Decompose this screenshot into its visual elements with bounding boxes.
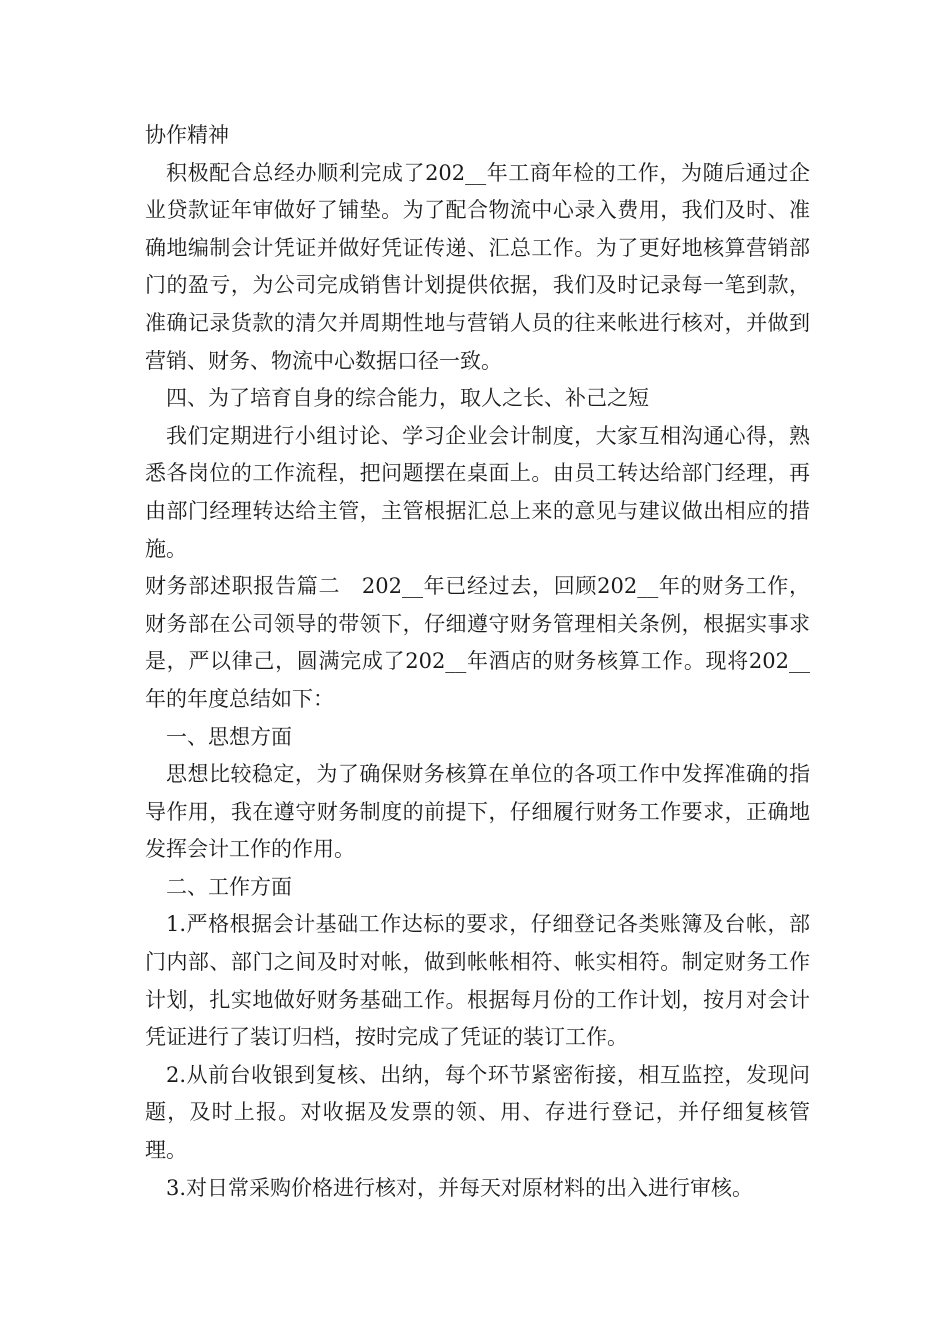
- section-heading-thought: 一、思想方面: [166, 724, 292, 749]
- paragraph-teamwork-body: 积极配合总经办顺利完成了202__年工商年检的工作，为随后通过企业贷款证年审做好了铺垫。为了配合物流中心录入费用，我们及时、准确地编制会计凭证并做好凭证传递、汇总工作。为了更好地核算营销部门的盈亏，为公司完成销售计划提供依据，我们及时记录每一笔到款，准确记录货款的清欠并周期性地与营销人员的往来帐进行核对，并做到营销、财务、物流中心数据口径一致。: [145, 160, 810, 373]
- document-body: [145, 117, 810, 1207]
- paragraph-work-item-1: 1.严格根据会计基础工作达标的要求，仔细登记各类账簿及台帐，部门内部、部门之间及时对帐，做到帐帐相符、帐实相符。制定财务工作计划，扎实地做好财务基础工作。根据每月份的工作计划，按月对会计凭证进行了装订归档，按时完成了凭证的装订工作。: [145, 912, 810, 1050]
- paragraph-report-two-intro: 财务部述职报告篇二 202__年已经过去，回顾202__年的财务工作，财务部在公司领导的带领下，仔细遵守财务管理相关条例，根据实事求是，严以律己，圆满完成了202__年酒店的财务核算工作。现将202__年的年度总结如下：: [145, 574, 810, 711]
- paragraph-section-four-body: 我们定期进行小组讨论、学习企业会计制度，大家互相沟通心得，熟悉各岗位的工作流程，把问题摆在桌面上。由员工转达给部门经理，再由部门经理转达给主管，主管根据汇总上来的意见与建议做出相应的措施。: [145, 423, 810, 561]
- paragraph-work-item-3: 3.对日常采购价格进行核对，并每天对原材料的出入进行审核。: [166, 1175, 754, 1200]
- paragraph-thought-body: 思想比较稳定，为了确保财务核算在单位的各项工作中发挥准确的指导作用，我在遵守财务制度的前提下，仔细履行财务工作要求，正确地发挥会计工作的作用。: [145, 762, 810, 862]
- section-heading-four: 四、为了培育自身的综合能力，取人之长、补己之短: [166, 386, 649, 411]
- paragraph-teamwork-title: 协作精神: [145, 123, 229, 147]
- section-heading-work: 二、工作方面: [166, 874, 292, 899]
- paragraph-work-item-2: 2.从前台收银到复核、出纳，每个环节紧密衔接，相互监控，发现问题，及时上报。对收据及发票的领、用、存进行登记，并仔细复核管理。: [145, 1062, 810, 1163]
